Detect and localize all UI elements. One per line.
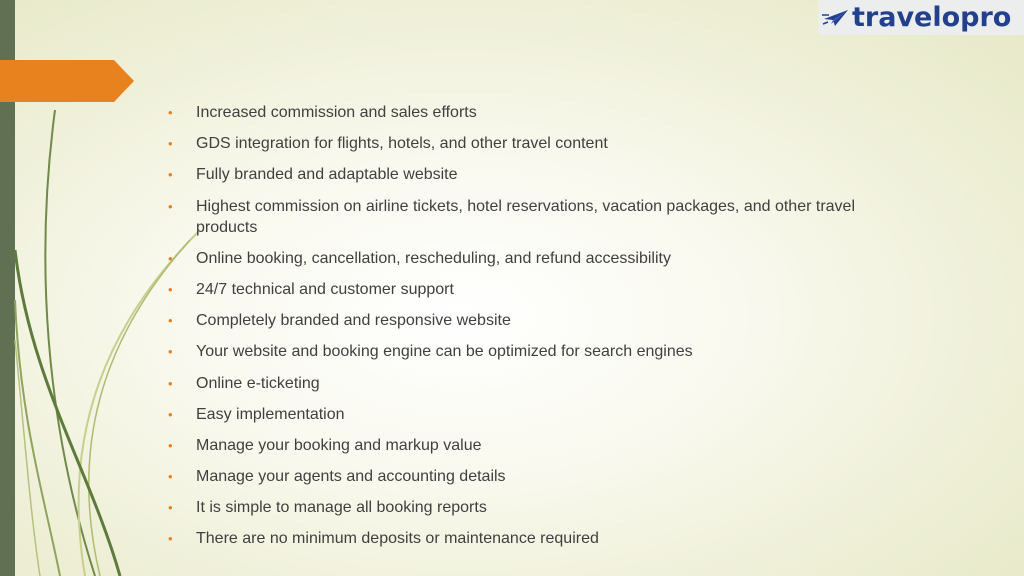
list-item-text: There are no minimum deposits or maintenance required — [196, 530, 599, 548]
list-item — [168, 164, 918, 185]
bullet-icon: • — [168, 531, 173, 547]
bullet-icon: • — [168, 344, 173, 360]
orange-tab — [0, 60, 134, 102]
list-item — [168, 133, 918, 154]
list-item-text: It is simple to manage all booking reports — [196, 499, 487, 517]
bullet-icon: • — [168, 105, 173, 120]
list-item-text: Highest commission on airline tickets, hotel reservations, vacation packages, and other travel products — [196, 197, 855, 236]
bullet-icon: • — [168, 375, 173, 391]
list-item — [168, 528, 918, 549]
list-item — [168, 373, 918, 394]
bullet-icon: • — [168, 250, 173, 266]
bullet-icon: • — [168, 281, 173, 297]
bullet-list — [168, 102, 918, 560]
list-item-text: GDS integration for flights, hotels, and other travel content — [196, 135, 608, 153]
bullet-icon: • — [168, 198, 173, 214]
list-item — [168, 435, 918, 456]
list-item — [168, 196, 918, 238]
list-item-text: Completely branded and responsive website — [196, 312, 511, 330]
bullet-icon: • — [168, 406, 173, 422]
list-item — [168, 310, 918, 331]
list-item-text: Increased commission and sales efforts — [196, 104, 477, 121]
list-item-text: Manage your booking and markup value — [196, 436, 482, 454]
list-item — [168, 248, 918, 269]
list-item-text: Manage your agents and accounting details — [196, 468, 506, 486]
list-item — [168, 341, 918, 362]
bullet-icon: • — [168, 136, 173, 152]
list-item-text: Easy implementation — [196, 405, 345, 423]
list-item — [168, 466, 918, 487]
travelopro-logo — [818, 0, 1024, 35]
list-item-text: 24/7 technical and customer support — [196, 280, 454, 298]
paper-plane-icon — [822, 7, 850, 29]
list-item-text: Fully branded and adaptable website — [196, 166, 458, 184]
list-item-text: Your website and booking engine can be optimized for search engines — [196, 343, 693, 361]
bullet-icon: • — [168, 167, 173, 183]
list-item — [168, 497, 918, 518]
logo-text: travelopro — [852, 2, 1012, 33]
bullet-icon: • — [168, 500, 173, 516]
bullet-icon: • — [168, 313, 173, 329]
list-item — [168, 279, 918, 300]
list-item — [168, 102, 918, 123]
list-item — [168, 404, 918, 425]
bullet-icon: • — [168, 437, 173, 453]
list-item-text: Online booking, cancellation, rescheduling, and refund accessibility — [196, 249, 671, 267]
bullet-icon: • — [168, 469, 173, 485]
list-item-text: Online e-ticketing — [196, 374, 320, 392]
